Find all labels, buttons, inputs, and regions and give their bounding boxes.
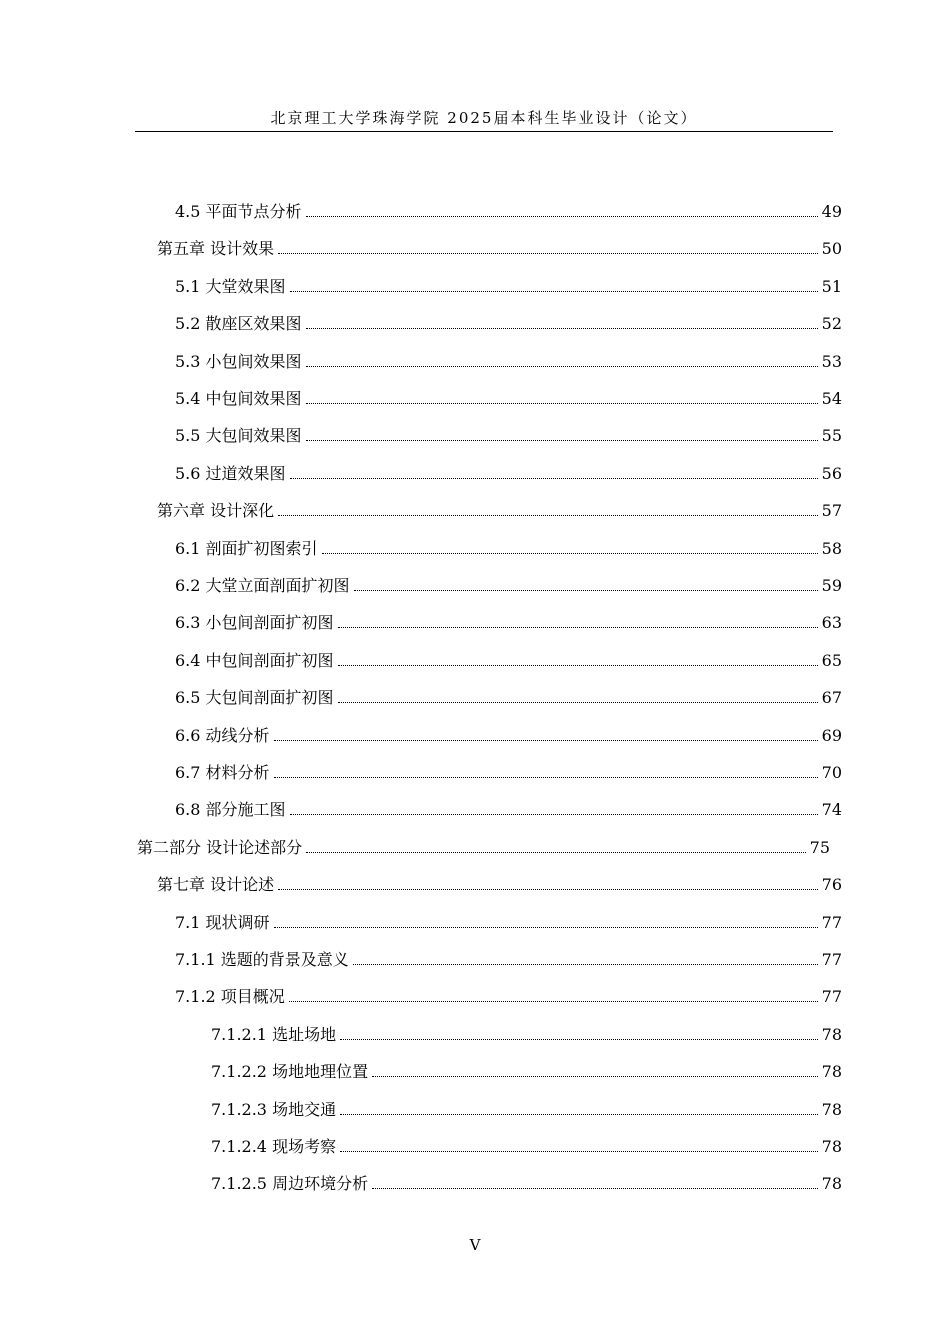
toc-dot-leader: [306, 440, 818, 441]
toc-entry[interactable]: [175, 720, 842, 746]
toc-entry[interactable]: [175, 645, 842, 671]
toc-entry[interactable]: [175, 794, 842, 820]
toc-entry[interactable]: [211, 1094, 842, 1120]
toc-entry-page: 74: [821, 800, 842, 819]
toc-entry-page: 51: [821, 277, 842, 296]
toc-dot-leader: [278, 253, 818, 254]
toc-entry[interactable]: [157, 495, 842, 521]
toc-entry[interactable]: [157, 869, 842, 895]
toc-entry-page: 76: [821, 875, 842, 894]
toc-dot-leader: [340, 1151, 818, 1152]
toc-dot-leader: [289, 1001, 818, 1002]
toc-dot-leader: [306, 216, 818, 217]
toc-entry[interactable]: [175, 271, 842, 297]
toc-entry-page: 59: [821, 576, 842, 595]
toc-dot-leader: [290, 814, 818, 815]
toc-entry[interactable]: [175, 570, 842, 596]
toc-entry-label: 5.5 大包间效果图: [175, 426, 302, 445]
toc-entry-label: 6.4 中包间剖面扩初图: [175, 651, 334, 670]
toc-entry-label: 6.6 动线分析: [175, 726, 270, 745]
toc-entry-page: 50: [821, 239, 842, 258]
running-header: 北京理工大学珠海学院 2025届本科生毕业设计（论文）: [270, 109, 698, 127]
toc-dot-leader: [306, 328, 818, 329]
toc-entry-label: 第五章 设计效果: [157, 239, 275, 258]
toc-entry-page: 78: [821, 1100, 842, 1119]
toc-entry-label: 6.5 大包间剖面扩初图: [175, 688, 334, 707]
toc-entry-label: 7.1.2.1 选址场地: [211, 1025, 337, 1044]
toc-entry-label: 7.1.2.2 场地地理位置: [211, 1062, 369, 1081]
toc-entry[interactable]: [175, 196, 842, 222]
toc-entry-page: 67: [821, 688, 842, 707]
toc-entry[interactable]: [211, 1019, 842, 1045]
toc-entry-page: 58: [821, 539, 842, 558]
toc-entry-label: 7.1.2.5 周边环境分析: [211, 1174, 369, 1193]
toc-dot-leader: [353, 964, 818, 965]
toc-dot-leader: [372, 1188, 818, 1189]
toc-entry-label: 7.1.2.4 现场考察: [211, 1137, 337, 1156]
toc-dot-leader: [338, 665, 818, 666]
toc-entry-page: 56: [821, 464, 842, 483]
toc-entry-label: 6.8 部分施工图: [175, 800, 286, 819]
page-number: V: [469, 1236, 481, 1254]
toc-entry-label: 7.1 现状调研: [175, 913, 270, 932]
toc-entry[interactable]: [175, 346, 842, 372]
toc-entry-page: 78: [821, 1025, 842, 1044]
toc-entry-page: 75: [809, 838, 830, 857]
toc-entry[interactable]: [175, 682, 842, 708]
header-rule: [135, 131, 833, 132]
toc-entry[interactable]: [175, 944, 842, 970]
toc-dot-leader: [306, 366, 818, 367]
toc-dot-leader: [338, 702, 818, 703]
toc-entry[interactable]: [175, 458, 842, 484]
toc-entry[interactable]: [175, 308, 842, 334]
toc-entry[interactable]: [175, 533, 842, 559]
toc-entry[interactable]: [211, 1168, 842, 1194]
toc-dot-leader: [372, 1076, 818, 1077]
toc-entry[interactable]: [211, 1056, 842, 1082]
toc-entry[interactable]: [175, 907, 842, 933]
toc-dot-leader: [274, 740, 818, 741]
toc-entry-label: 第二部分 设计论述部分: [137, 838, 303, 857]
toc-entry-label: 第六章 设计深化: [157, 501, 275, 520]
toc-entry-page: 65: [821, 651, 842, 670]
toc-entry-label: 6.1 剖面扩初图索引: [175, 539, 318, 558]
toc-entry-page: 52: [821, 314, 842, 333]
toc-entry-page: 57: [821, 501, 842, 520]
toc-entry-page: 69: [821, 726, 842, 745]
toc-entry-label: 5.2 散座区效果图: [175, 314, 302, 333]
toc-dot-leader: [290, 478, 818, 479]
toc-dot-leader: [354, 590, 818, 591]
toc-entry-label: 5.3 小包间效果图: [175, 352, 302, 371]
toc-entry-label: 6.2 大堂立面剖面扩初图: [175, 576, 350, 595]
toc-entry-page: 77: [821, 913, 842, 932]
toc-dot-leader: [274, 927, 818, 928]
toc-entry-label: 7.1.2 项目概况: [175, 987, 285, 1006]
toc-entry-label: 7.1.2.3 场地交通: [211, 1100, 337, 1119]
toc-entry-page: 63: [821, 613, 842, 632]
toc-entry-page: 54: [821, 389, 842, 408]
toc-entry-label: 6.3 小包间剖面扩初图: [175, 613, 334, 632]
toc-entry-page: 78: [821, 1174, 842, 1193]
toc-entry[interactable]: [175, 607, 842, 633]
toc-entry[interactable]: [157, 233, 842, 259]
toc-entry-page: 55: [821, 426, 842, 445]
toc-dot-leader: [322, 553, 818, 554]
toc-entry-label: 5.6 过道效果图: [175, 464, 286, 483]
toc-entry-page: 77: [821, 987, 842, 1006]
toc-dot-leader: [274, 777, 818, 778]
toc-dot-leader: [278, 515, 818, 516]
toc-dot-leader: [306, 403, 818, 404]
toc-dot-leader: [290, 291, 818, 292]
toc-entry-label: 5.4 中包间效果图: [175, 389, 302, 408]
toc-entry-page: 78: [821, 1062, 842, 1081]
toc-dot-leader: [338, 627, 818, 628]
toc-entry-page: 70: [821, 763, 842, 782]
toc-entry[interactable]: [175, 981, 842, 1007]
toc-entry-label: 5.1 大堂效果图: [175, 277, 286, 296]
toc-dot-leader: [340, 1039, 818, 1040]
toc-entry-label: 第七章 设计论述: [157, 875, 275, 894]
toc-entry-label: 4.5 平面节点分析: [175, 202, 302, 221]
toc-dot-leader: [340, 1114, 818, 1115]
toc-dot-leader: [278, 889, 818, 890]
toc-entry-page: 78: [821, 1137, 842, 1156]
toc-dot-leader: [306, 852, 806, 853]
toc-entry[interactable]: [175, 420, 842, 446]
toc-entry-page: 77: [821, 950, 842, 969]
toc-entry-page: 49: [821, 202, 842, 221]
toc-entry-label: 6.7 材料分析: [175, 763, 270, 782]
toc-entry[interactable]: [137, 832, 830, 858]
toc-entry-label: 7.1.1 选题的背景及意义: [175, 950, 349, 969]
toc-entry[interactable]: [175, 757, 842, 783]
toc-entry[interactable]: [175, 383, 842, 409]
toc-entry[interactable]: [211, 1131, 842, 1157]
toc-entry-page: 53: [821, 352, 842, 371]
